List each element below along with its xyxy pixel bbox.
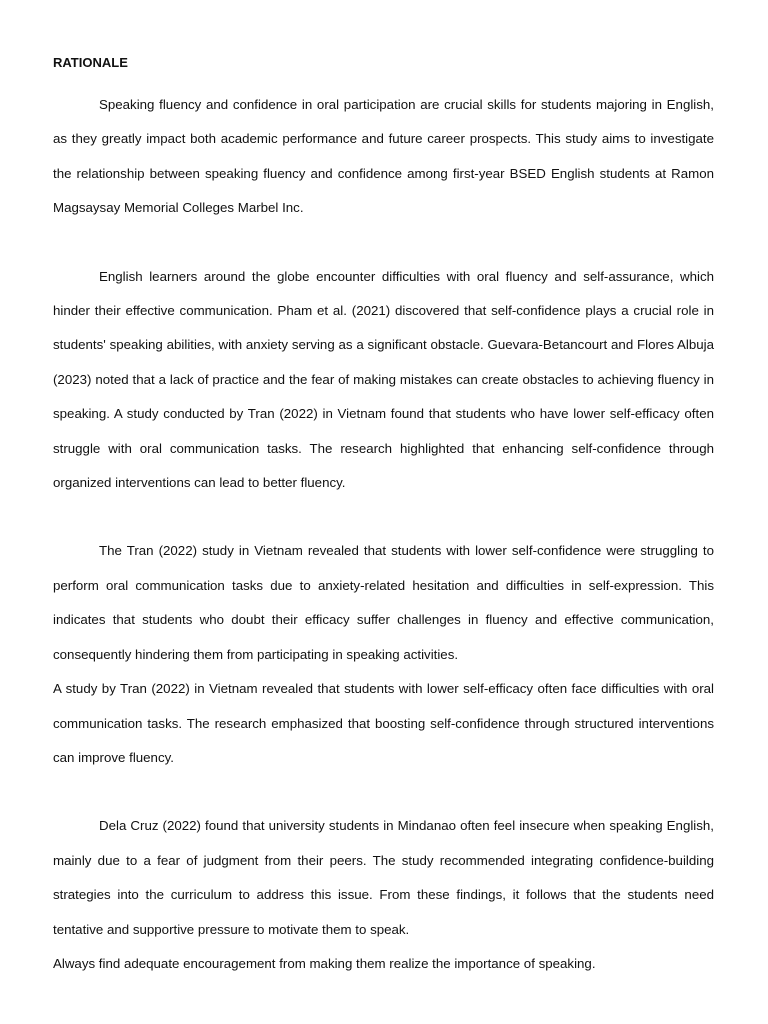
paragraph-intro: Speaking fluency and confidence in oral participation are crucial skills for students majoring in English, as they greatly impact both academic performance and future career prospects. This study aims to investigate the relationship between speaking fluency and confidence among first-year BSED English students at Ramon Magsaysay Memorial Colleges Marbel Inc. <box>53 97 714 216</box>
paragraph-dela-cruz: Dela Cruz (2022) found that university students in Mindanao often feel insecure when speaking English, mainly due to a fear of judgment from their peers. The study recommended integrating confidence-building strategies into the curriculum to address this issue. From these findings, it follows that the students need tentative and supportive pressure to motivate them to speak. <box>53 818 714 937</box>
paragraph-global-context: English learners around the globe encounter difficulties with oral fluency and self-assurance, which hinder their effective communication. Pham et al. (2021) discovered that self-confidence plays a crucial role in students' speaking abilities, with anxiety serving as a significant obstacle. Guevara-Betancourt and Flores Albuja (2023) noted that a lack of practice and the fear of making mistakes can create obstacles to achieving fluency in speaking. A study conducted by Tran (2022) in Vietnam found that students who have lower self-efficacy often struggle with oral communication tasks. The research highlighted that enhancing self-confidence through organized interventions can lead to better fluency. <box>53 268 714 491</box>
paragraph-tran-study-restated: A study by Tran (2022) in Vietnam revealed that students with lower self-efficacy often face difficulties with oral communication tasks. The research emphasized that boosting self-confidence through structured interventions can improve fluency. <box>53 681 714 765</box>
paragraph-tran-study: The Tran (2022) study in Vietnam revealed that students with lower self-confidence were struggling to perform oral communication tasks due to anxiety-related hesitation and difficulties in self-expression. This indicates that students who doubt their efficacy suffer challenges in fluency and effective communication, consequently hindering them from participating in speaking activities. <box>53 543 714 662</box>
section-heading: RATIONALE <box>53 55 128 70</box>
paragraph-gap <box>53 500 714 534</box>
paragraph-closing: Always find adequate encouragement from making them realize the importance of speaking. <box>53 955 596 971</box>
paragraph-gap <box>53 226 714 260</box>
paragraph-gap <box>53 775 714 809</box>
